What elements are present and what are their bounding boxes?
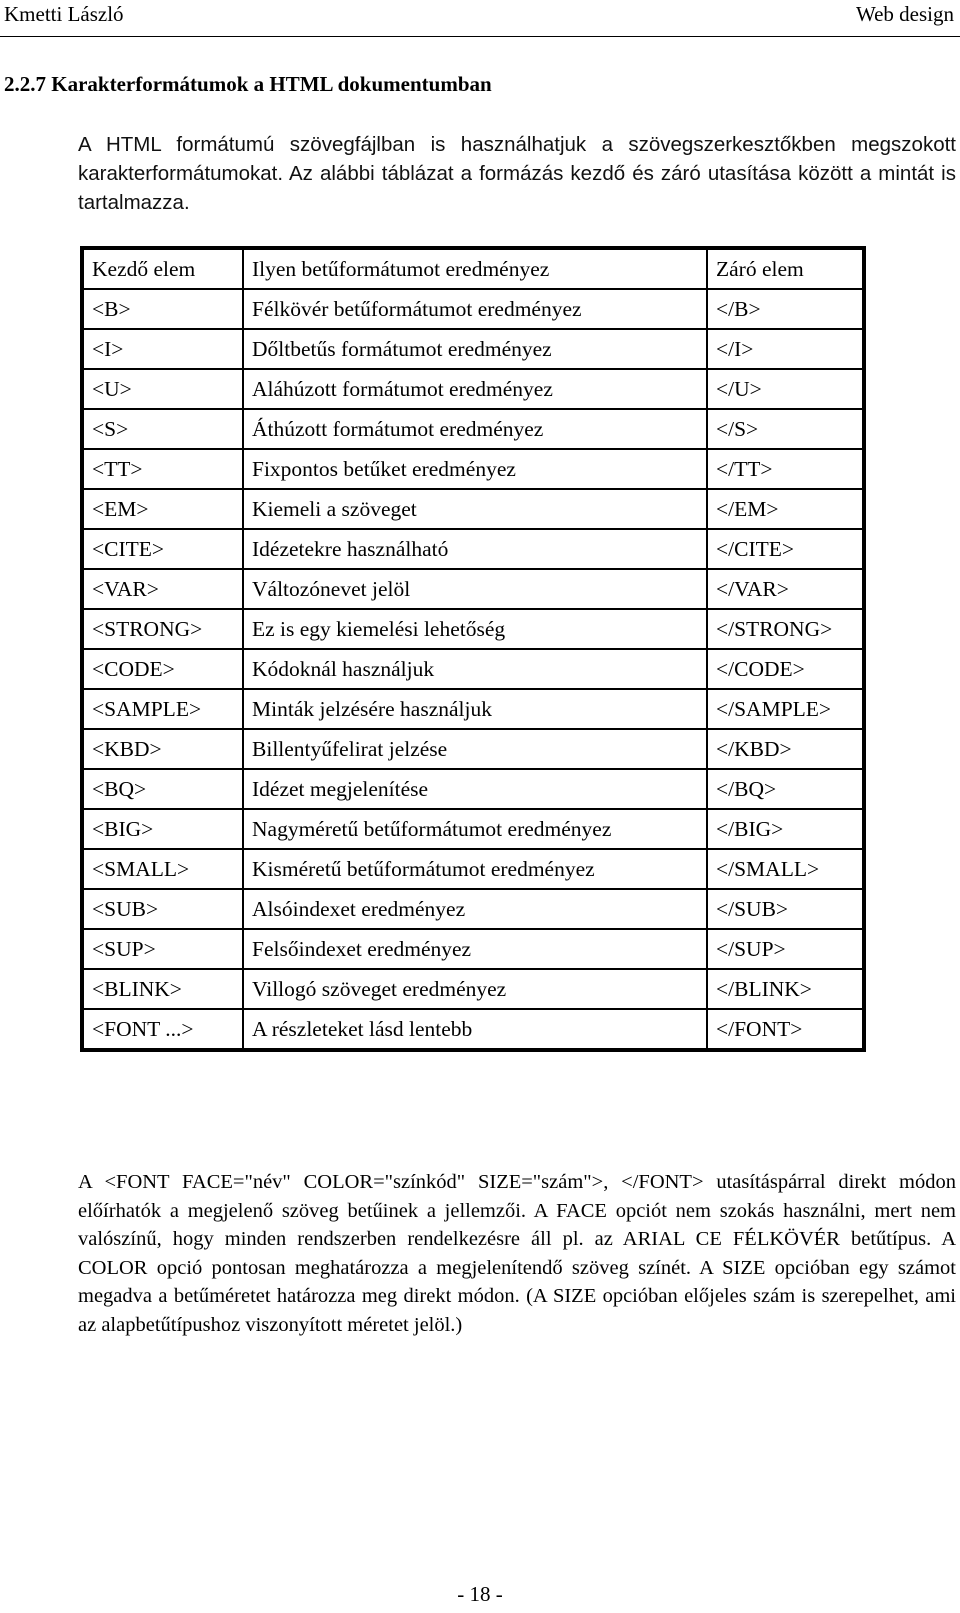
end-tag-cell: </TT>	[707, 449, 863, 489]
table-row	[83, 1009, 863, 1049]
end-tag-cell: </BLINK>	[707, 969, 863, 1009]
effect-cell: Idézet megjelenítése	[243, 769, 707, 809]
effect-cell: A részleteket lásd lentebb	[243, 1009, 707, 1049]
start-tag-cell: <FONT ...>	[83, 1009, 243, 1049]
table-row	[83, 449, 863, 489]
end-tag-cell: </EM>	[707, 489, 863, 529]
table-row	[83, 729, 863, 769]
end-tag-cell: </I>	[707, 329, 863, 369]
effect-cell: Kódoknál használjuk	[243, 649, 707, 689]
table-row	[83, 689, 863, 729]
effect-cell: Kiemeli a szöveget	[243, 489, 707, 529]
start-tag-cell: <VAR>	[83, 569, 243, 609]
start-tag-cell: <I>	[83, 329, 243, 369]
effect-cell: Villogó szöveget eredményez	[243, 969, 707, 1009]
start-tag-cell: <SUP>	[83, 929, 243, 969]
end-tag-cell: </BQ>	[707, 769, 863, 809]
end-tag-cell: </FONT>	[707, 1009, 863, 1049]
effect-cell: Felsőindexet eredményez	[243, 929, 707, 969]
table-row	[83, 489, 863, 529]
table-row	[83, 889, 863, 929]
effect-cell: Idézetekre használható	[243, 529, 707, 569]
effect-cell: Billentyűfelirat jelzése	[243, 729, 707, 769]
start-tag-cell: <BLINK>	[83, 969, 243, 1009]
section-title: 2.2.7 Karakterformátumok a HTML dokumentumban	[4, 72, 492, 96]
end-tag-cell: </CITE>	[707, 529, 863, 569]
effect-cell: Nagyméretű betűformátumot eredményez	[243, 809, 707, 849]
font-paragraph: A <FONT FACE="név" COLOR="színkód" SIZE="szám">, </FONT> utasításpárral direkt módon előírhatók a megjelenő szöveg betűinek a jellemzői. A FACE opciót nem szokás használni, mert nem valószínű, hogy minden rendszerben rendelkezésre áll pl. az ARIAL CE FÉLKÖVÉR betűtípus. A COLOR opció pontosan meghatározza a megjelenítendő szöveg színét. A SIZE opcióban egy számot megadva a betűméretet határozza meg direkt módon. (A SIZE opcióban előjeles szám is szerepelhet, ami az alapbetűtípushoz viszonyított méretet jelöl.)	[78, 1171, 956, 1336]
end-tag-cell: </STRONG>	[707, 609, 863, 649]
header-subject: Web design	[855, 2, 954, 26]
start-tag-cell: <B>	[83, 289, 243, 329]
table-row	[83, 649, 863, 689]
start-tag-cell: <SUB>	[83, 889, 243, 929]
header-author: Kmetti László	[4, 2, 124, 26]
end-tag-cell: </SUP>	[707, 929, 863, 969]
format-table-body	[83, 249, 863, 1049]
intro-paragraph: A HTML formátumú szövegfájlban is használhatjuk a szövegszerkesztőkben megszokott karakterformátumokat. Az alábbi táblázat a formázás kezdő és záró utasítása között a mintát is tartalmazza.	[78, 133, 956, 214]
start-tag-cell: <TT>	[83, 449, 243, 489]
effect-cell: Ez is egy kiemelési lehetőség	[243, 609, 707, 649]
page-header	[0, 0, 960, 37]
effect-cell: Félkövér betűformátumot eredményez	[243, 289, 707, 329]
end-tag-cell: </B>	[707, 289, 863, 329]
header-cell-start: Kezdő elem	[83, 249, 243, 289]
start-tag-cell: <BQ>	[83, 769, 243, 809]
table-row	[83, 969, 863, 1009]
page-number: - 18 -	[457, 1582, 503, 1606]
end-tag-cell: </KBD>	[707, 729, 863, 769]
table-row	[83, 609, 863, 649]
table-row	[83, 569, 863, 609]
table-row	[83, 929, 863, 969]
effect-cell: Áthúzott formátumot eredményez	[243, 409, 707, 449]
end-tag-cell: </SUB>	[707, 889, 863, 929]
table-header-row	[83, 249, 863, 289]
end-tag-cell: </S>	[707, 409, 863, 449]
start-tag-cell: <BIG>	[83, 809, 243, 849]
table-row	[83, 289, 863, 329]
end-tag-cell: </SAMPLE>	[707, 689, 863, 729]
effect-cell: Alsóindexet eredményez	[243, 889, 707, 929]
effect-cell: Kisméretű betűformátumot eredményez	[243, 849, 707, 889]
effect-cell: Fixpontos betűket eredményez	[243, 449, 707, 489]
header-cell-effect: Ilyen betűformátumot eredményez	[243, 249, 707, 289]
end-tag-cell: </U>	[707, 369, 863, 409]
table-row	[83, 369, 863, 409]
effect-cell: Változónevet jelöl	[243, 569, 707, 609]
start-tag-cell: <SAMPLE>	[83, 689, 243, 729]
end-tag-cell: </VAR>	[707, 569, 863, 609]
end-tag-cell: </SMALL>	[707, 849, 863, 889]
table-row	[83, 849, 863, 889]
start-tag-cell: <S>	[83, 409, 243, 449]
table-row	[83, 769, 863, 809]
effect-cell: Minták jelzésére használjuk	[243, 689, 707, 729]
start-tag-cell: <KBD>	[83, 729, 243, 769]
format-table	[80, 246, 866, 1052]
start-tag-cell: <STRONG>	[83, 609, 243, 649]
table-row	[83, 329, 863, 369]
effect-cell: Aláhúzott formátumot eredményez	[243, 369, 707, 409]
table-row	[83, 809, 863, 849]
end-tag-cell: </CODE>	[707, 649, 863, 689]
start-tag-cell: <CODE>	[83, 649, 243, 689]
start-tag-cell: <SMALL>	[83, 849, 243, 889]
start-tag-cell: <U>	[83, 369, 243, 409]
table-row	[83, 409, 863, 449]
start-tag-cell: <EM>	[83, 489, 243, 529]
header-cell-end: Záró elem	[707, 249, 863, 289]
table-row	[83, 529, 863, 569]
effect-cell: Dőltbetűs formátumot eredményez	[243, 329, 707, 369]
start-tag-cell: <CITE>	[83, 529, 243, 569]
end-tag-cell: </BIG>	[707, 809, 863, 849]
